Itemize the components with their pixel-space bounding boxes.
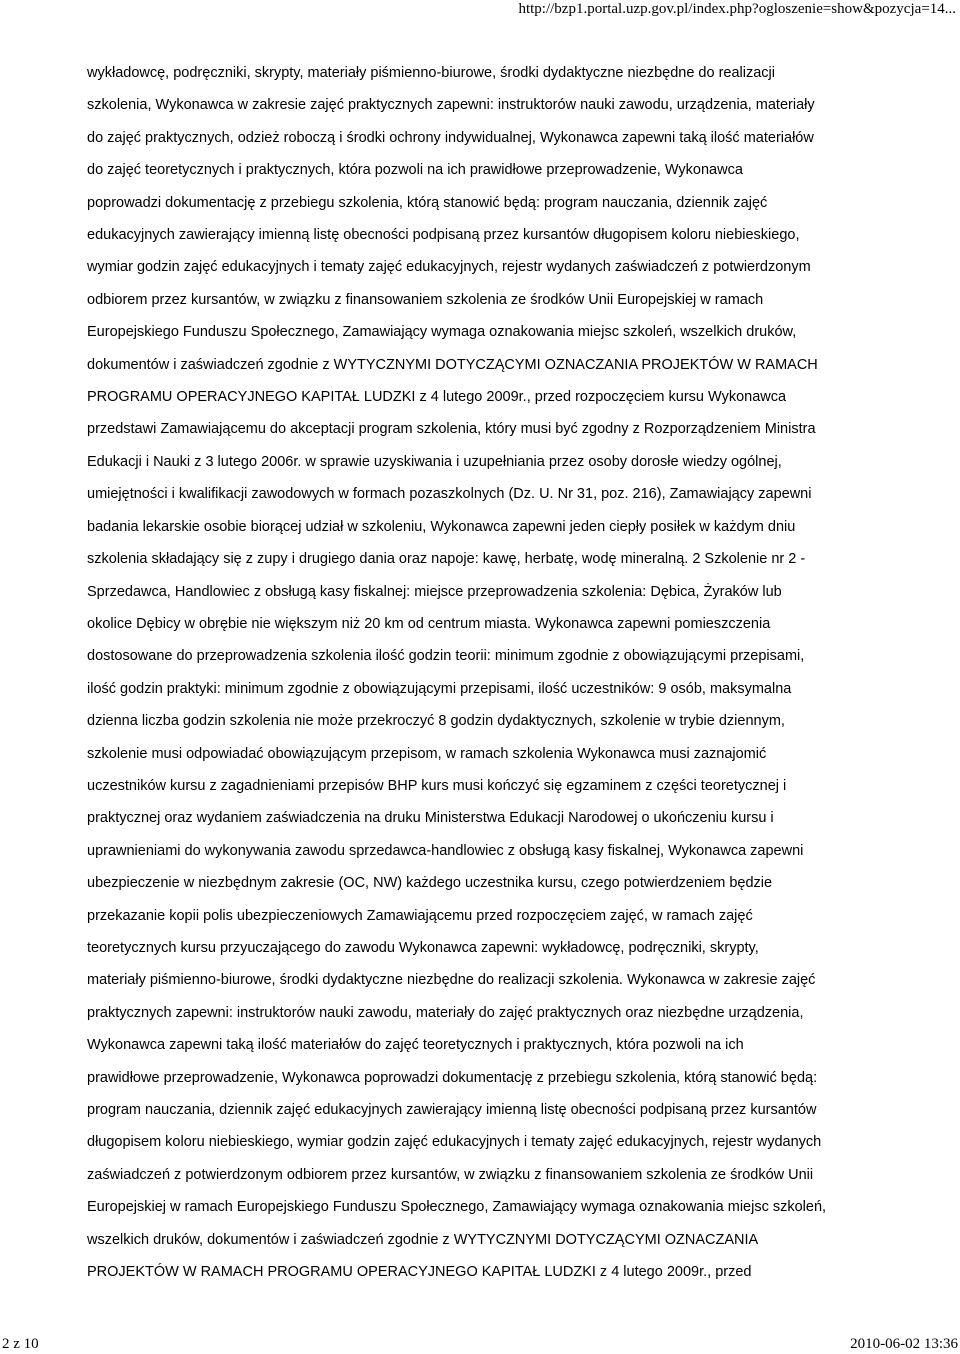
body-text-line: dostosowane do przeprowadzenia szkolenia ilość godzin teorii: minimum zgodnie z obowiązującymi przepisami, [87,648,805,665]
body-text-line: przedstawi Zamawiającemu do akceptacji program szkolenia, który musi być zgodny z Rozporządzeniem Ministra [87,421,816,438]
body-text-line: praktycznych zapewni: instruktorów nauki zawodu, materiały do zajęć praktycznych oraz niezbędne urządzenia, [87,1004,804,1021]
body-text-line: PROJEKTÓW W RAMACH PROGRAMU OPERACYJNEGO KAPITAŁ LUDZKI z 4 lutego 2009r., przed [87,1264,752,1281]
body-text-line: długopisem koloru niebieskiego, wymiar godzin zajęć edukacyjnych i tematy zajęć edukacyjnych, rejestr wydanych [87,1134,822,1151]
body-text-line: poprowadzi dokumentację z przebiegu szkolenia, którą stanowić będą: program nauczania, dziennik zajęć [87,194,768,211]
body-text-line: umiejętności i kwalifikacji zawodowych w formach pozaszkolnych (Dz. U. Nr 31, poz. 216), Zamawiający zapewni [87,486,812,503]
body-text-line: Sprzedawca, Handlowiec z obsługą kasy fiskalnej: miejsce przeprowadzenia szkolenia: Dębica, Żyraków lub [87,583,782,600]
body-text-line: wszelkich druków, dokumentów i zaświadczeń zgodnie z WYTYCZNYMI DOTYCZĄCYMI OZNACZANIA [87,1231,759,1248]
body-text-line: PROGRAMU OPERACYJNEGO KAPITAŁ LUDZKI z 4 lutego 2009r., przed rozpoczęciem kursu Wykonawca [87,389,787,406]
body-text-line: dzienna liczba godzin szkolenia nie może przekroczyć 8 godzin dydaktycznych, szkolenie w trybie dziennym, [87,713,785,730]
print-header-url: http://bzp1.portal.uzp.gov.pl/index.php?ogloszenie=show&pozycja=14... [518,1,956,17]
body-text-line: edukacyjnych zawierający imienną listę obecności podpisaną przez kursantów długopisem koloru niebieskiego, [87,227,800,244]
body-text-line: uprawnieniami do wykonywania zawodu sprzedawca-handlowiec z obsługą kasy fiskalnej, Wykonawca zapewni [87,842,804,859]
body-text-line: szkolenia, Wykonawca w zakresie zajęć praktycznych zapewni: instruktorów nauki zawodu, urządzenia, materiały [87,97,815,114]
print-footer-page-number: 2 z 10 [2,1336,39,1352]
print-footer-datetime: 2010-06-02 13:36 [850,1336,958,1352]
body-text-line: Wykonawca zapewni taką ilość materiałów do zajęć teoretycznych i praktycznych, która pozwoli na ich [87,1037,744,1054]
body-text-line: ubezpieczenie w niezbędnym zakresie (OC, NW) każdego uczestnika kursu, czego potwierdzeniem będzie [87,875,773,892]
body-text-line: materiały piśmienno-biurowe, środki dydaktyczne niezbędne do realizacji szkolenia. Wykonawca w zakresie zajęć [87,972,816,989]
body-text-line: szkolenie musi odpowiadać obowiązującym przepisom, w ramach szkolenia Wykonawca musi zaznajomić [87,745,767,762]
body-text-line: do zajęć teoretycznych i praktycznych, która pozwoli na ich prawidłowe przeprowadzenie, Wykonawca [87,162,743,179]
body-text-line: ilość godzin praktyki: minimum zgodnie z obowiązującymi przepisami, ilość uczestników: 9 osób, maksymalna [87,680,792,697]
body-text-line: przekazanie kopii polis ubezpieczeniowych Zamawiającemu przed rozpoczęciem zajęć, w ramach zajęć [87,907,753,924]
body-text-line: szkolenia składający się z zupy i drugiego dania oraz napoje: kawę, herbatę, wodę mineralną. 2 Szkolenie nr 2 - [87,551,806,568]
body-text-line: okolice Dębicy w obrębie nie większym niż 20 km od centrum miasta. Wykonawca zapewni pomieszczenia [87,615,771,632]
body-text-line: Edukacji i Nauki z 3 lutego 2006r. w sprawie uzyskiwania i uzupełniania przez osoby dorosłe wiedzy ogólnej, [87,453,782,470]
body-text-line: Europejskiej w ramach Europejskiego Funduszu Społecznego, Zamawiający wymaga oznakowania miejsc szkoleń, [87,1199,827,1216]
body-text-line: do zajęć praktycznych, odzież roboczą i środki ochrony indywidualnej, Wykonawca zapewni taką ilość materiałów [87,129,814,146]
body-text-line: program nauczania, dziennik zajęć edukacyjnych zawierający imienną listę obecności podpisaną przez kursantów [87,1102,817,1118]
body-text-line: dokumentów i zaświadczeń zgodnie z WYTYCZNYMI DOTYCZĄCYMI OZNACZANIA PROJEKTÓW W RAMACH [87,356,818,373]
body-text-line: uczestników kursu z zagadnieniami przepisów BHP kurs musi kończyć się egzaminem z części teoretycznej i [87,777,787,794]
body-text-line: Europejskiego Funduszu Społecznego, Zamawiający wymaga oznakowania miejsc szkoleń, wszelkich druków, [87,324,797,341]
body-text-line: praktycznej oraz wydaniem zaświadczenia na druku Ministerstwa Edukacji Narodowej o ukończeniu kursu i [87,810,774,827]
body-text-line: badania lekarskie osobie biorącej udział w szkoleniu, Wykonawca zapewni jeden ciepły posiłek w każdym dniu [87,518,796,535]
body-text-line: teoretycznych kursu przyuczającego do zawodu Wykonawca zapewni: wykładowcę, podręczniki, skrypty, [87,939,759,956]
body-text-line: wykładowcę, podręczniki, skrypty, materiały piśmienno-biurowe, środki dydaktyczne niezbędne do realizacji [87,65,775,81]
body-text-line: odbiorem przez kursantów, w związku z finansowaniem szkolenia ze środków Unii Europejskiej w ramach [87,291,764,308]
body-text-line: zaświadczeń z potwierdzonym odbiorem przez kursantów, w związku z finansowaniem szkolenia ze środków Unii [87,1166,814,1183]
document-body-text [87,57,887,1288]
body-text-line: prawidłowe przeprowadzenie, Wykonawca poprowadzi dokumentację z przebiegu szkolenia, którą stanowić będą: [87,1069,818,1086]
body-text-line: wymiar godzin zajęć edukacyjnych i tematy zajęć edukacyjnych, rejestr wydanych zaświadczeń z potwierdzonym [87,259,811,276]
